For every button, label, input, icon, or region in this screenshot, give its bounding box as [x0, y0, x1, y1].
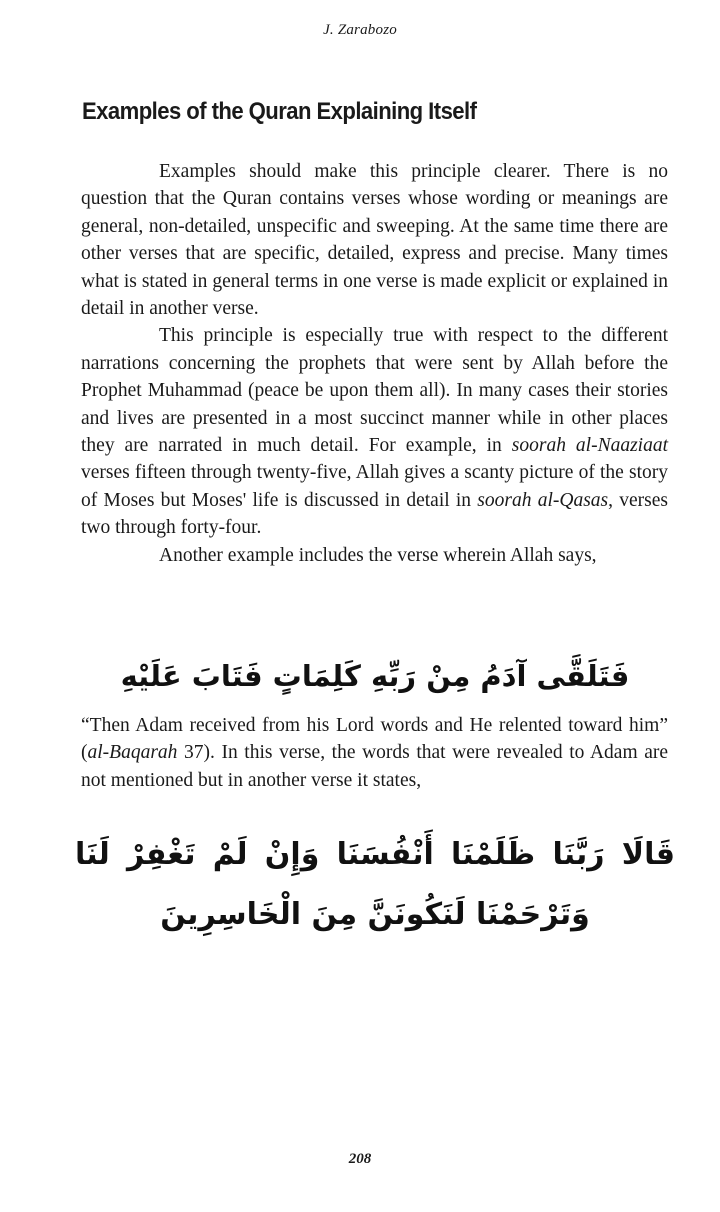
paragraph-1: Examples should make this principle clearer. There is no question that the Quran contains verses whose wording or meanings are general, non-detailed, unspecific and sweeping. At the same time there are other verses that are specific, detailed, express and precise. Many times what is stated in general terms in one verse is made explicit or explained in detail in another verse. [81, 161, 668, 320]
arabic-verse-1: فَتَلَقَّى آدَمُ مِنْ رَبِّهِ كَلِمَاتٍ فَتَابَ عَلَيْهِ [120, 659, 630, 693]
paragraph-4-text-a: “Then Adam received from his Lord words and He relented toward him” ( [81, 715, 668, 764]
section-heading: Examples of the Quran Explaining Itself [82, 98, 477, 125]
paragraph-3: Another example includes the verse wherein Allah says, [159, 544, 597, 566]
body-text-continued [81, 712, 668, 794]
page-number: 208 [348, 1151, 372, 1167]
paragraph-2-text-a: This principle is especially true with respect to the different narrations concerning the prophets that were sent by Allah before the Prophet Muhammad (peace be upon them all). In many cases their stories and lives are presented in a most succinct manner while in other places they are narrated in much detail. For example, in [81, 325, 668, 457]
soorah-name-qasas: soorah al-Qasas [477, 489, 609, 511]
running-head: J. Zarabozo [323, 22, 397, 38]
paragraph-2 [81, 322, 668, 541]
paragraph-4 [81, 712, 668, 794]
arabic-verse-2: قَالَا رَبَّنَا ظَلَمْنَا أَنْفُسَنَا وَإِنْ لَمْ تَغْفِرْ لَنَا وَتَرْحَمْنَا لَنَكُونَنَّ مِنَ الْخَاسِرِينَ [75, 837, 675, 932]
soorah-name-naaziaat: soorah al-Naaziaat [511, 435, 668, 457]
soorah-name-baqarah: al-Baqarah [87, 742, 178, 764]
paragraph-4-text-b: 37). In this verse, the words that were revealed to Adam are not mentioned but in another verse it states, [81, 742, 668, 791]
paragraph-2-text-c: , verses two through forty-four. [81, 489, 668, 539]
paragraph-2-text-b: verses fifteen through twenty-five, Allah gives a scanty picture of the story of Moses but Moses' life is discussed in detail in [81, 462, 668, 511]
body-text [81, 158, 668, 569]
